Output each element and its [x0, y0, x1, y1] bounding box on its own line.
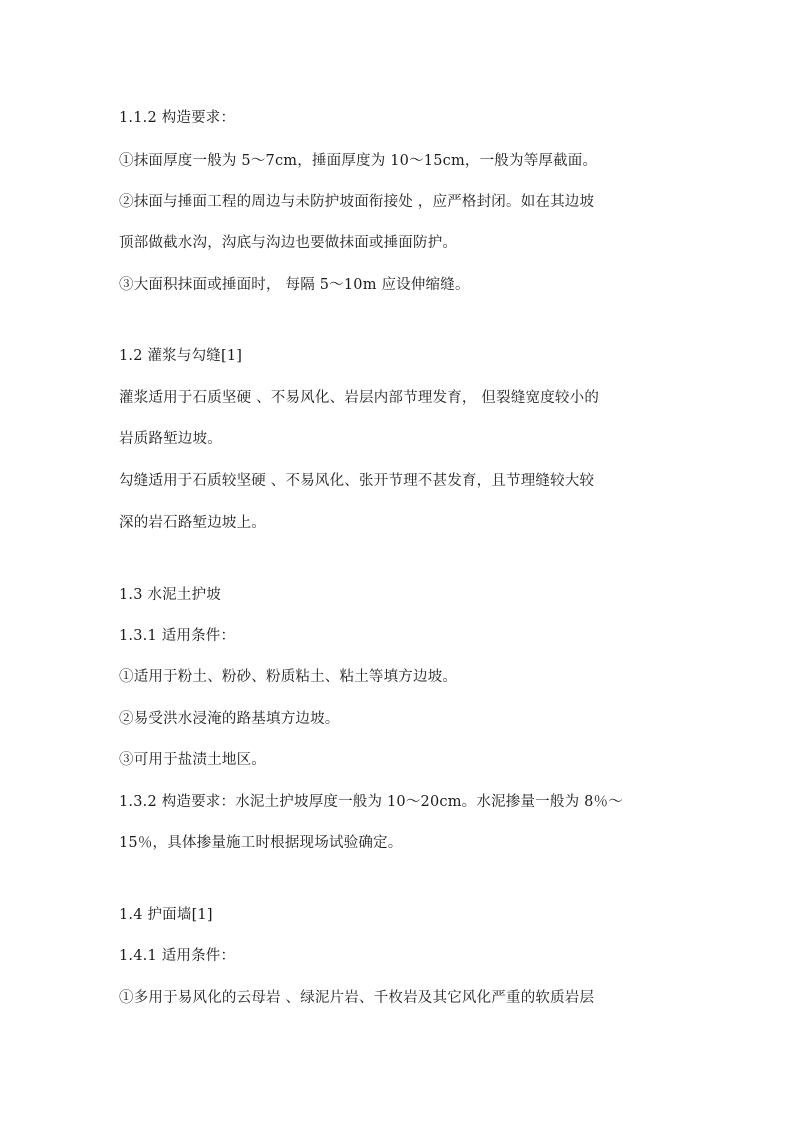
paragraph-line: 顶部做截水沟，沟底与沟边也要做抹面或捶面防护。	[119, 235, 458, 251]
paragraph-line: ②易受洪水浸淹的路基填方边坡。	[119, 711, 340, 727]
subsection-heading-1-1-2: 1.1.2 构造要求：	[119, 110, 236, 126]
paragraph-line: ②抹面与捶面工程的周边与未防护坡面衔接处 ，应严格封闭。如在其边坡	[119, 194, 595, 210]
section-heading-1-4: 1.4 护面墙[1]	[119, 907, 213, 923]
subsection-heading-1-3-1: 1.3.1 适用条件：	[119, 628, 236, 644]
subsection-heading-1-4-1: 1.4.1 适用条件：	[119, 948, 236, 964]
paragraph-line: 岩质路堑边坡。	[119, 431, 222, 447]
subsection-heading-1-3-2: 1.3.2 构造要求：水泥土护坡厚度一般为 10～20cm。水泥掺量一般为 8％～	[119, 794, 623, 810]
paragraph-line: 灌浆适用于石质坚硬 、不易风化、岩层内部节理发育， 但裂缝宽度较小的	[119, 390, 600, 406]
paragraph-line: ①适用于粉土、粉砂、粉质粘土、粘土等填方边坡。	[119, 669, 458, 685]
paragraph-line: ③大面积抹面或捶面时， 每隔 5～10m 应设伸缩缝。	[119, 277, 470, 293]
paragraph-line: ③可用于盐渍土地区。	[119, 752, 266, 768]
section-heading-1-2: 1.2 灌浆与勾缝[1]	[119, 348, 243, 364]
paragraph-line: ①多用于易风化的云母岩 、绿泥片岩、千枚岩及其它风化严重的软质岩层	[119, 990, 595, 1006]
paragraph-line: 深的岩石路堑边坡上。	[119, 515, 266, 531]
paragraph-line: ①抹面厚度一般为 5～7cm，捶面厚度为 10～15cm，一般为等厚截面。	[119, 153, 598, 169]
section-heading-1-3: 1.3 水泥土护坡	[119, 587, 221, 603]
paragraph-line: 勾缝适用于石质较坚硬 、不易风化、张开节理不甚发育，且节理缝较大较	[119, 473, 595, 489]
paragraph-line: 15％，具体掺量施工时根据现场试验确定。	[119, 835, 403, 851]
